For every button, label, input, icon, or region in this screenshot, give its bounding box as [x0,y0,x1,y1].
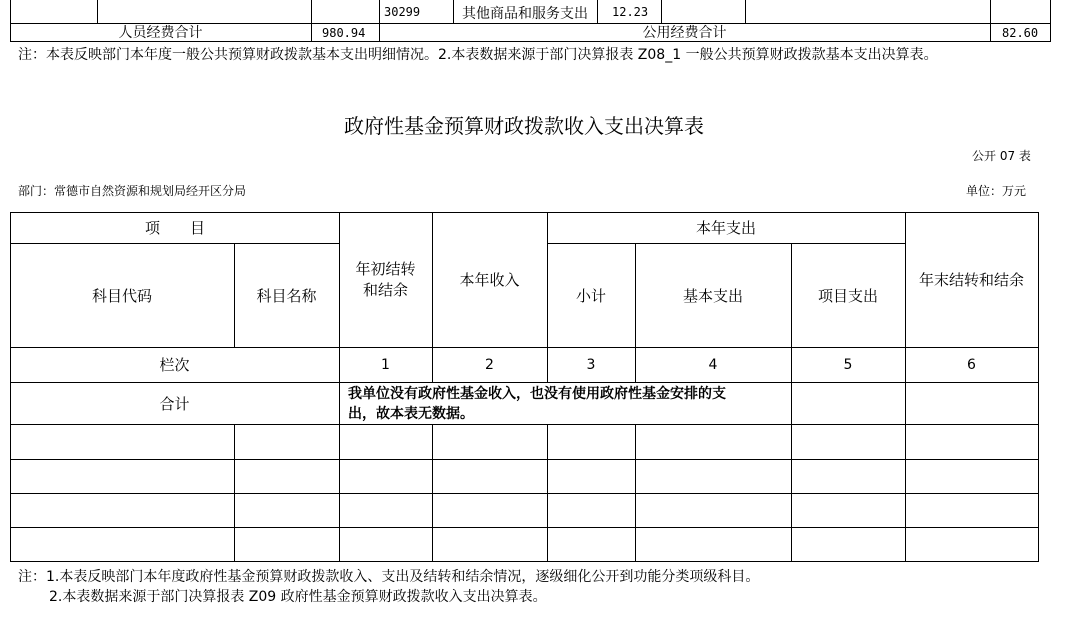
header-carry-start-line2: 和结余 [362,280,408,299]
header-basic: 基本支出 [682,286,743,305]
header-carry-start-line1: 年初结转 [355,259,416,278]
header-item: 项 目 [144,219,205,237]
public-total-label: 公用经费合计 [642,25,727,41]
no-data-message [348,384,726,424]
table-number: 公开 07 表 [972,149,1031,163]
no-data-message-line1: 我单位没有政府性基金收入，也没有使用政府性基金安排的支 [348,386,726,402]
personnel-total-value: 980.94 [322,26,366,40]
prev-code: 30299 [384,5,421,19]
personnel-total-label: 人员经费合计 [118,25,203,41]
page-title: 政府性基金预算财政拨款收入支出决算表 [344,114,704,138]
row-index-col-5: 5 [843,356,853,373]
prev-item-value: 12.23 [612,5,649,19]
department-label: 部门：常德市自然资源和规划局经开区分局 [18,184,247,198]
note-bottom-line1: 注：1.本表反映部门本年度政府性基金预算财政拨款收入、支出及结转和结余情况，逐级细化公开到功能分类项级科目。 [18,569,760,585]
row-index-label: 栏次 [159,356,190,374]
row-index-col-6: 6 [967,356,976,373]
unit-label: 单位：万元 [966,184,1027,198]
total-row-label: 合计 [159,394,190,413]
header-project: 项目支出 [817,286,878,305]
header-carry-start [339,212,432,347]
prev-item-name: 其他商品和服务支出 [462,6,588,22]
note-top: 注：本表反映部门本年度一般公共预算财政拨款基本支出明细情况。2.本表数据来源于部门决算报表 Z08_1 一般公共预算财政拨款基本支出决算表。 [18,47,938,63]
no-data-message-line2: 出，故本表无数据。 [348,406,474,422]
header-subtotal: 小计 [575,286,606,305]
public-total-value: 82.60 [1002,26,1039,40]
row-index-col-3: 3 [586,356,596,373]
header-name: 科目名称 [256,286,317,305]
row-index-col-4: 4 [708,356,718,373]
row-index-col-1: 1 [381,356,390,373]
row-index-col-2: 2 [485,356,494,373]
header-code: 科目代码 [91,286,152,305]
note-bottom-line2: 2.本表数据来源于部门决算报表 Z09 政府性基金预算财政拨款收入支出决算表。 [49,589,547,605]
header-carry-end: 年末结转和结余 [918,271,1024,289]
header-income: 本年收入 [459,271,520,289]
header-expense: 本年支出 [695,219,756,237]
